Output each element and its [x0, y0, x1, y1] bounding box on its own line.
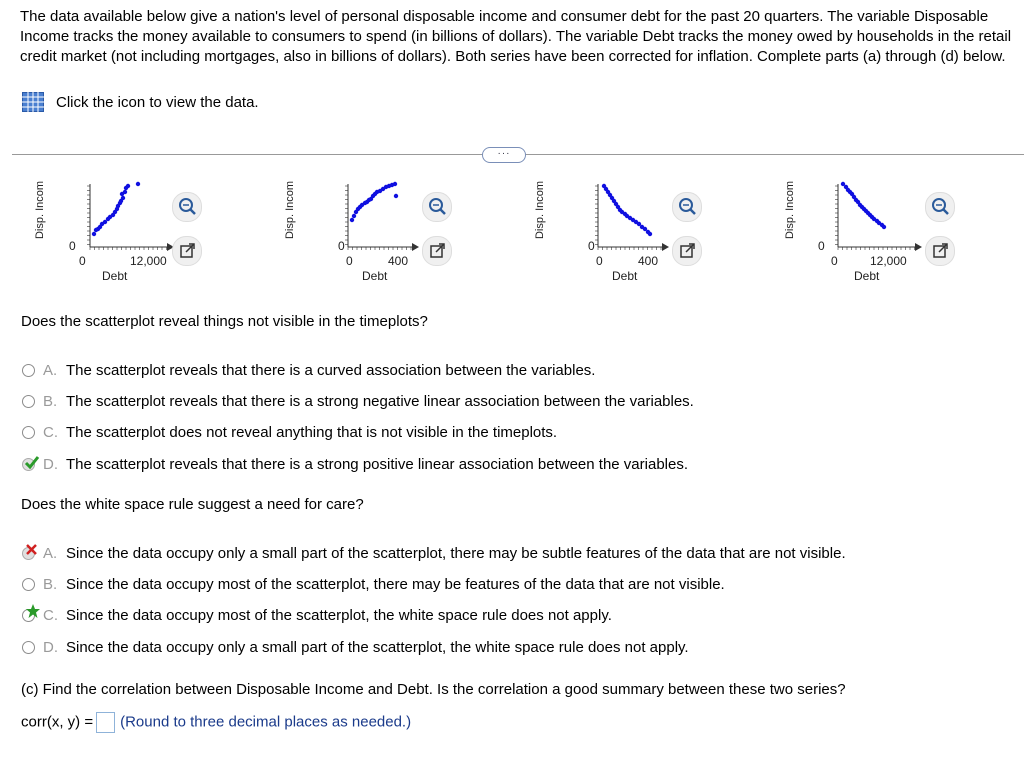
magnifier-icon [423, 193, 451, 221]
option-text: Since the data occupy only a small part of the scatterplot, the white space rule does not apply. [66, 639, 689, 656]
external-link-icon [423, 237, 451, 265]
q1-option-c[interactable]: C. The scatterplot does not reveal anything that is not visible in the timeplots. [22, 424, 557, 441]
option-text: The scatterplot reveals that there is a strong positive linear association between the variables. [66, 456, 689, 473]
option-text: The scatterplot reveals that there is a strong negative linear association between the variables. [66, 393, 694, 410]
zoom-button[interactable] [422, 192, 452, 222]
radio-button[interactable] [22, 609, 35, 622]
more-button[interactable]: ··· [482, 147, 526, 163]
x-zero-tick: 0 [831, 254, 838, 268]
y-zero-tick: 0 [69, 239, 76, 253]
x-axis-label: Debt [612, 269, 638, 283]
question-correlation: (c) Find the correlation between Disposable Income and Debt. Is the correlation a good summary between these two series? [21, 681, 846, 698]
option-text: The scatterplot reveals that there is a curved association between the variables. [66, 362, 596, 379]
q1-option-a[interactable]: A. The scatterplot reveals that there is a curved association between the variables. [22, 362, 595, 379]
data-point [92, 232, 96, 236]
question-scatterplot-reveal: Does the scatterplot reveal things not visible in the timeplots? [21, 313, 428, 330]
rounding-hint: (Round to three decimal places as needed.) [120, 713, 412, 731]
radio-button[interactable] [22, 426, 35, 439]
x-max-tick: 400 [388, 254, 409, 268]
data-point [126, 184, 130, 188]
data-point [394, 194, 398, 198]
x-max-tick: 400 [638, 254, 659, 268]
y-zero-tick: 0 [818, 239, 825, 253]
data-point [882, 225, 886, 229]
zoom-button[interactable] [925, 192, 955, 222]
option-text: Since the data occupy only a small part of the scatterplot, there may be subtle features of the data that are not visible. [66, 545, 846, 562]
correlation-answer-row [21, 712, 411, 733]
x-axis-label: Debt [362, 269, 388, 283]
open-new-window-button[interactable] [422, 236, 452, 266]
data-point [352, 214, 356, 218]
data-point [350, 218, 354, 222]
option-text: Since the data occupy most of the scatterplot, there may be features of the data that are not visible. [66, 576, 725, 593]
zoom-button[interactable] [672, 192, 702, 222]
question-white-space: Does the white space rule suggest a need for care? [21, 496, 364, 513]
radio-button[interactable] [22, 578, 35, 591]
q1-option-b[interactable]: B. The scatterplot reveals that there is a strong negative linear association between the variables. [22, 393, 694, 410]
external-link-icon [926, 237, 954, 265]
zoom-button[interactable] [172, 192, 202, 222]
view-data-text[interactable]: Click the icon to view the data. [56, 93, 259, 111]
y-axis-label: Disp. Incom [284, 180, 296, 240]
open-new-window-button[interactable] [672, 236, 702, 266]
x-max-tick: 12,000 [130, 254, 167, 268]
radio-button-selected[interactable] [22, 458, 35, 471]
y-zero-tick: 0 [588, 239, 595, 253]
radio-button[interactable] [22, 364, 35, 377]
scatterplot-option-1[interactable] [22, 172, 222, 287]
option-text: The scatterplot does not reveal anything that is not visible in the timeplots. [66, 424, 558, 441]
view-data-link[interactable] [22, 92, 259, 112]
x-zero-tick: 0 [596, 254, 603, 268]
data-point [648, 232, 652, 236]
external-link-icon [673, 237, 701, 265]
y-axis-label: Disp. Incom [534, 180, 546, 240]
data-point [393, 182, 397, 186]
correlation-input[interactable] [96, 712, 115, 733]
open-new-window-button[interactable] [925, 236, 955, 266]
q2-option-a[interactable]: A. Since the data occupy only a small part of the scatterplot, there may be subtle features of the data that are not visible. [22, 545, 846, 562]
radio-button[interactable] [22, 641, 35, 654]
magnifier-icon [173, 193, 201, 221]
q2-option-b[interactable]: B. Since the data occupy most of the scatterplot, there may be features of the data that are not visible. [22, 576, 725, 593]
data-point [136, 182, 140, 186]
data-point [121, 196, 125, 200]
x-zero-tick: 0 [79, 254, 86, 268]
x-axis-label: Debt [102, 269, 128, 283]
correct-check-icon [24, 455, 40, 469]
q2-option-d[interactable]: D. Since the data occupy only a small part of the scatterplot, the white space rule does not apply. [22, 639, 689, 656]
problem-statement: The data available below give a nation's level of personal disposable income and consumer debt for the past 20 quarters. The variable Disposable Income tracks the money available to consumers to spend (in billions of dollars). The variable Debt tracks the money owed by households in the retail credit market (not including mortgages, also in billions of dollars). Both series have been corrected for inflation. Complete parts (a) through (d) below. [20, 8, 1012, 65]
incorrect-x-icon [25, 543, 39, 557]
data-table-icon[interactable] [22, 92, 44, 112]
q1-option-d[interactable]: D. The scatterplot reveals that there is a strong positive linear association between the variables. [22, 456, 688, 473]
x-axis-label: Debt [854, 269, 880, 283]
data-point [123, 190, 127, 194]
correct-star-icon [26, 604, 40, 618]
y-axis-label: Disp. Incom [784, 180, 796, 240]
open-new-window-button[interactable] [172, 236, 202, 266]
y-axis-label: Disp. Incom [34, 180, 46, 240]
y-zero-tick: 0 [338, 239, 345, 253]
scatterplot-option-3[interactable] [522, 172, 722, 287]
radio-button-selected[interactable] [22, 547, 35, 560]
scatterplot-option-2[interactable] [272, 172, 472, 287]
radio-button[interactable] [22, 395, 35, 408]
magnifier-icon [926, 193, 954, 221]
q2-option-c[interactable]: C. Since the data occupy most of the scatterplot, the white space rule does not apply. [22, 607, 612, 624]
option-text: Since the data occupy most of the scatterplot, the white space rule does not apply. [66, 607, 612, 624]
x-max-tick: 12,000 [870, 254, 907, 268]
corr-label: corr(x, y) = [21, 713, 94, 731]
x-zero-tick: 0 [346, 254, 353, 268]
magnifier-icon [673, 193, 701, 221]
scatterplot-option-4[interactable] [772, 172, 972, 287]
external-link-icon [173, 237, 201, 265]
